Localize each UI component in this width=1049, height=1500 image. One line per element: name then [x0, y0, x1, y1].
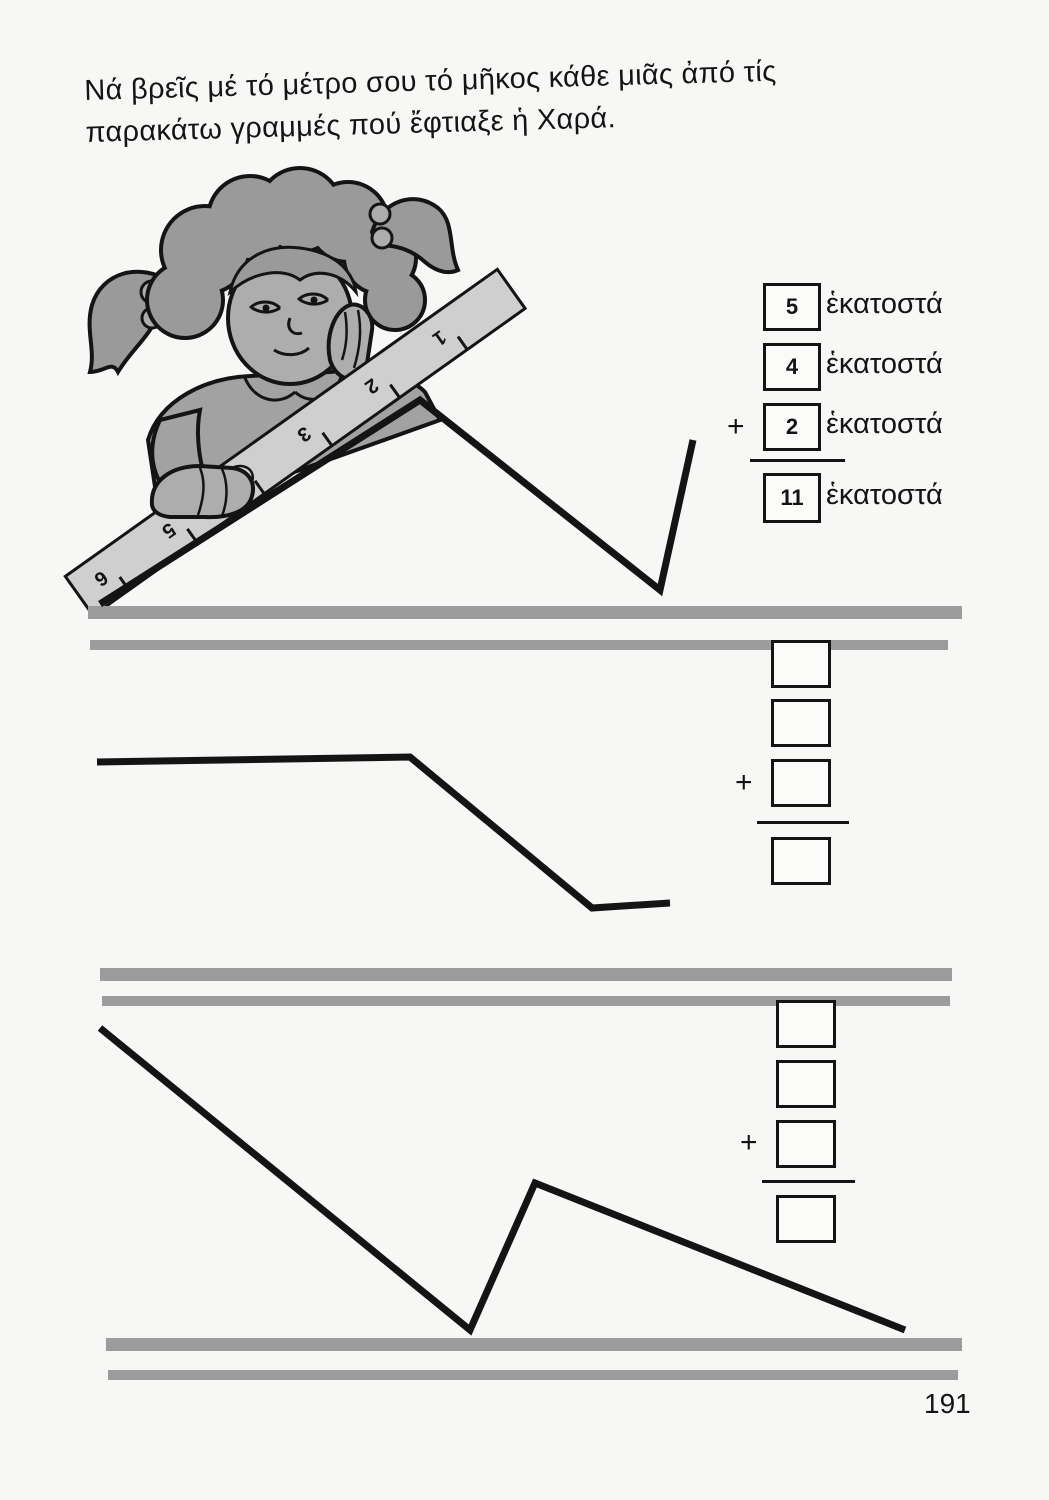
measure-line-2: [97, 757, 670, 908]
separator-band: [88, 606, 962, 619]
ruler-label: 1: [428, 325, 451, 350]
addend-box: [771, 759, 831, 807]
addend-box: 2: [763, 403, 821, 451]
addend-box: [771, 699, 831, 747]
sum-rule: [757, 821, 849, 824]
unit-label: ἑκατοστά: [826, 408, 943, 440]
addend-box: [776, 1120, 836, 1168]
left-pupil: [263, 305, 270, 312]
plus-sign: +: [735, 766, 753, 799]
instruction-line-1: Νά βρεῖς μέ τό μέτρο σου τό μῆκος κάθε μιᾶς ἀπό τίς: [83, 55, 777, 108]
sum-box: [771, 837, 831, 885]
separator-band: [108, 1370, 958, 1380]
ruler-label: 3: [292, 421, 315, 447]
hair-tie-bead: [372, 228, 392, 248]
addend-box: [776, 1000, 836, 1048]
ruler-label: 6: [89, 565, 112, 591]
right-pupil: [311, 297, 318, 304]
addend-box: 4: [763, 343, 821, 391]
plus-sign: +: [727, 410, 745, 443]
ruler-hand: [152, 466, 253, 517]
unit-label: ἑκατοστά: [826, 288, 943, 320]
addend-box: [771, 640, 831, 688]
addend-box: 5: [763, 283, 821, 331]
ruler-label: 5: [157, 517, 180, 543]
sum-rule: [750, 459, 845, 462]
addend-box: [776, 1060, 836, 1108]
sum-box: [776, 1195, 836, 1243]
sum-box: 11: [763, 473, 821, 523]
sum-rule: [762, 1180, 855, 1183]
separator-band: [106, 1338, 962, 1351]
separator-band: [100, 968, 952, 981]
page-number: 191: [924, 1388, 971, 1419]
ruler-label: 2: [360, 373, 383, 398]
plus-sign: +: [740, 1126, 758, 1159]
instruction-line-2: παρακάτω γραμμές πού ἔφτιαξε ἡ Χαρά.: [85, 102, 617, 149]
unit-label: ἑκατοστά: [826, 348, 943, 380]
unit-label: ἑκατοστά: [826, 479, 943, 511]
hair-tie-bead: [370, 204, 390, 224]
hair-curl: [149, 264, 221, 336]
hair-curl: [367, 272, 423, 328]
